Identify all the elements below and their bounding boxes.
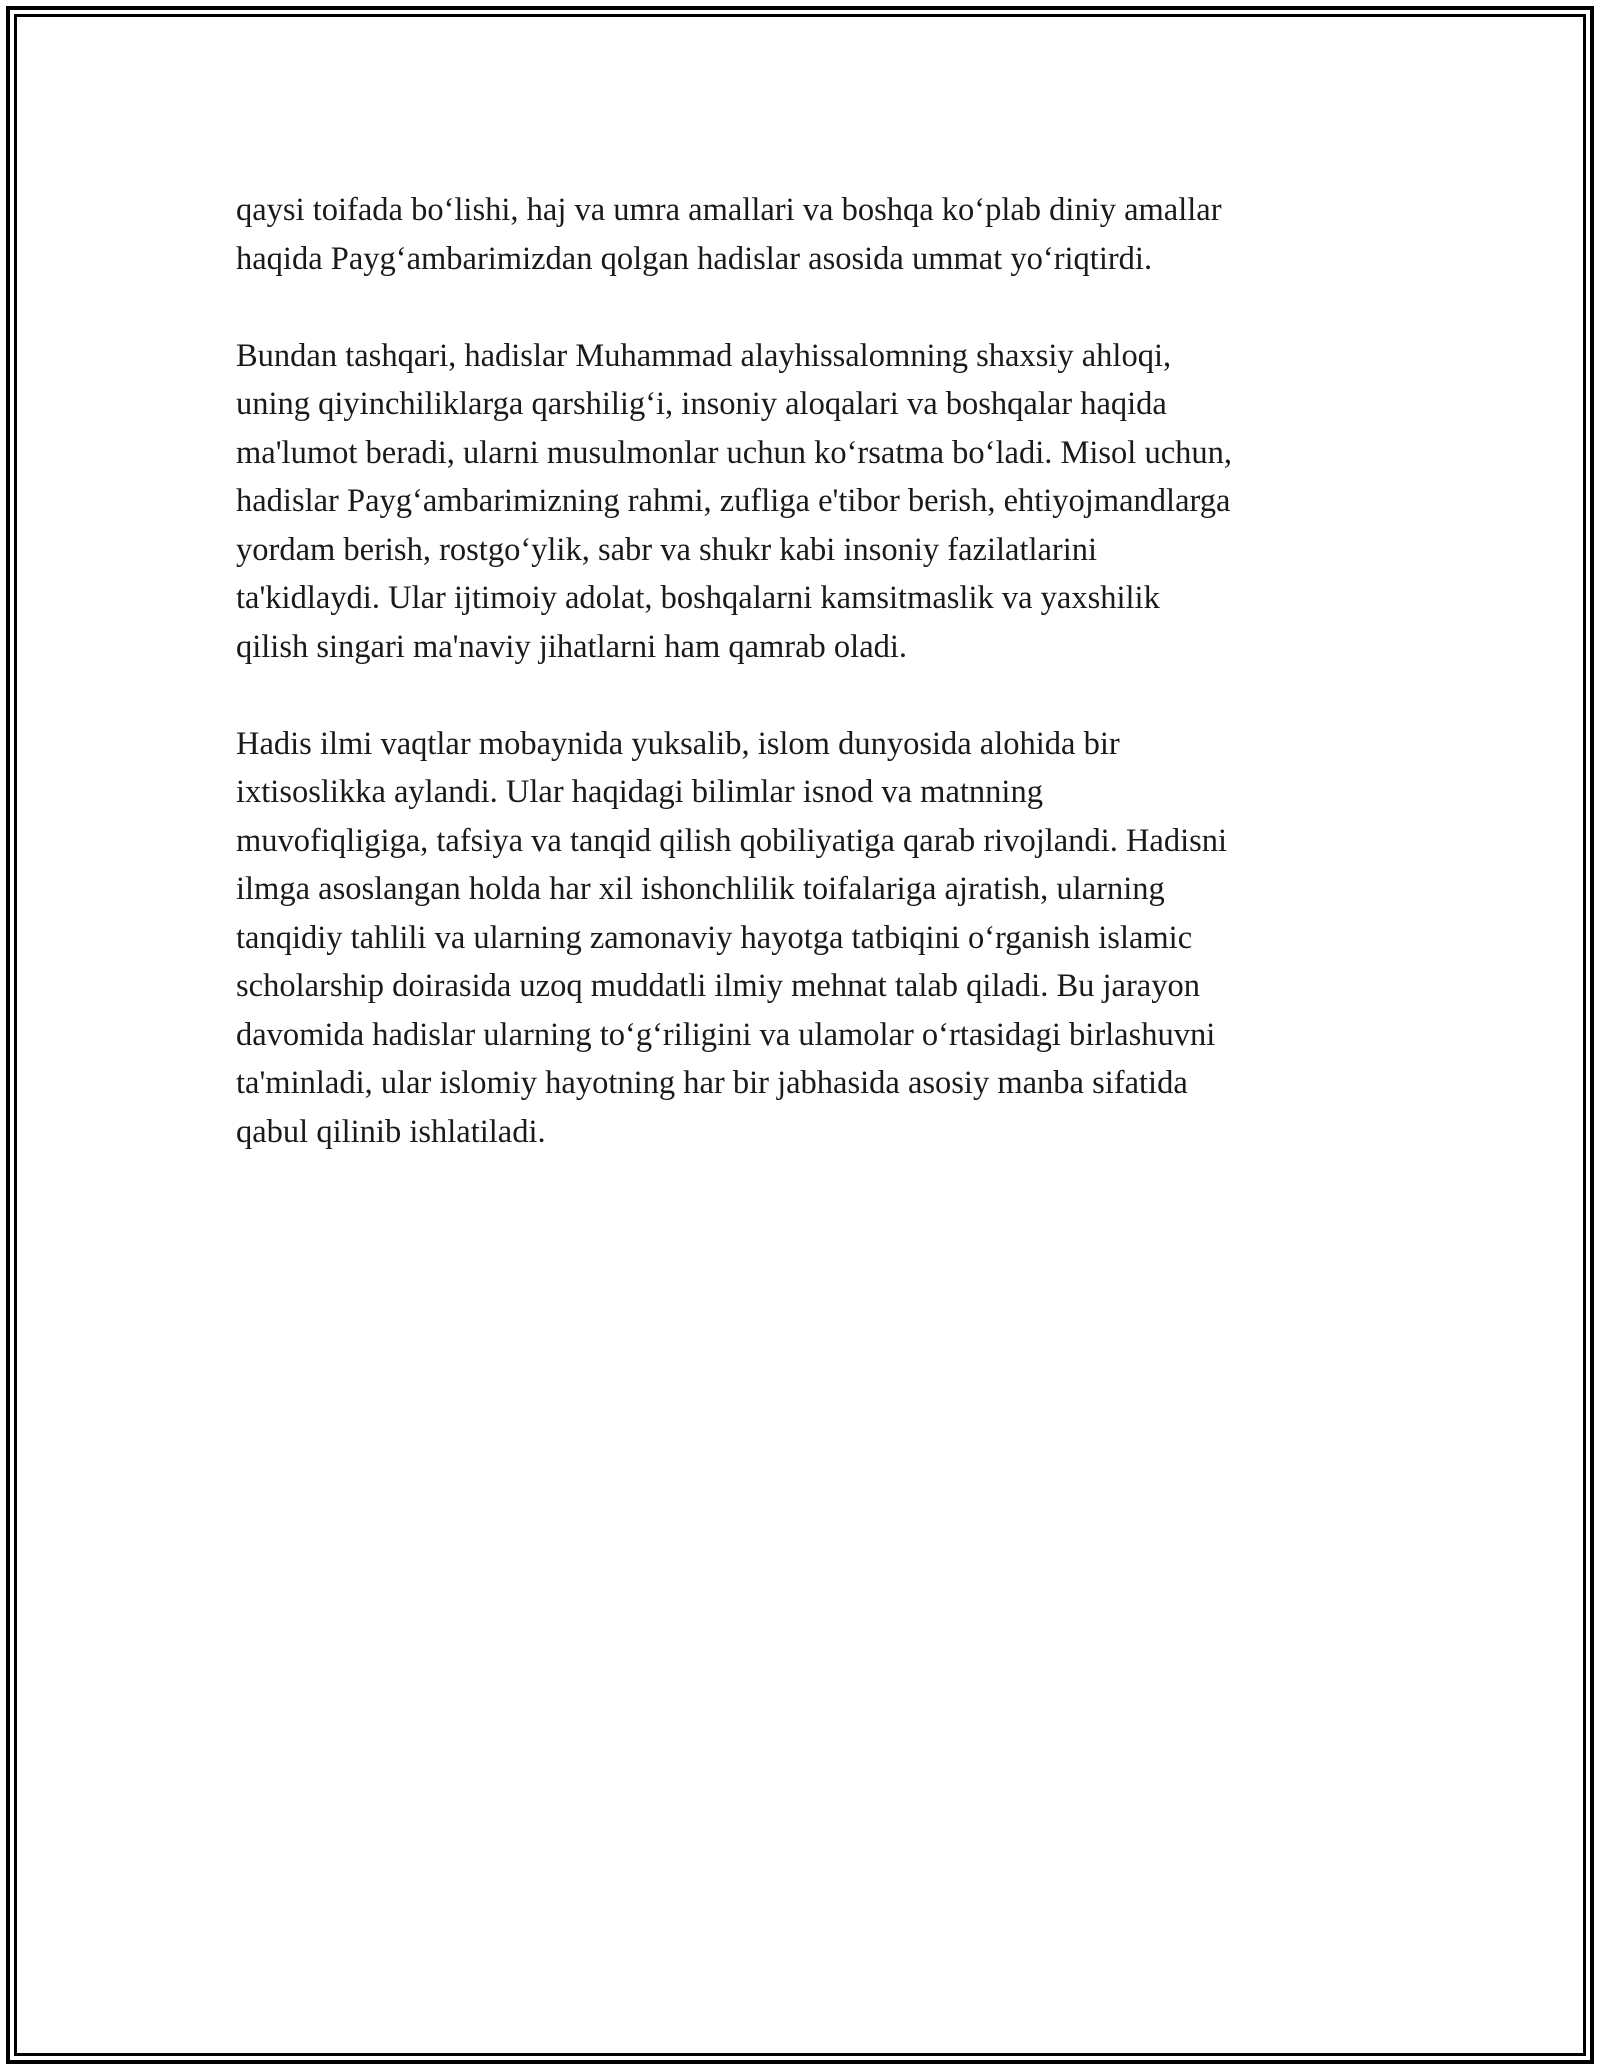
text-line: qilish singari ma'naviy jihatlarni ham qamrab oladi. (236, 628, 908, 665)
text-line: scholarship doirasida uzoq muddatli ilmiy mehnat talab qiladi. Bu jarayon (236, 968, 1200, 1004)
text-line: ta'minladi, ular islomiy hayotning har bir jabhasida asosiy manba sifatida (236, 1065, 1188, 1101)
text-line: Hadis ilmi vaqtlar mobaynida yuksalib, islom dunyosida alohida bir (236, 725, 1120, 762)
text-line: ixtisoslikka aylandi. Ular haqidagi bilimlar isnod va matnning (236, 774, 1043, 810)
text-line: ma'lumot beradi, ularni musulmonlar uchun ko‘rsatma bo‘ladi. Misol uchun, (236, 434, 1233, 471)
text-line: davomida hadislar ularning to‘g‘riligini va ulamolar o‘rtasidagi birlashuvni (236, 1016, 1216, 1053)
text-line: hadislar Payg‘ambarimizning rahmi, zufliga e'tibor berish, ehtiyojmandlarga (236, 483, 1231, 519)
text-line: muvofiqligiga, tafsiya va tanqid qilish qobiliyatiga qarab rivojlandi. Hadisni (236, 822, 1228, 859)
text-line: ilmga asoslangan holda har xil ishonchlilik toifalariga ajratish, ularning (236, 871, 1165, 907)
paragraph-2 (236, 332, 1366, 672)
text-line: tanqidiy tahlili va ularning zamonaviy hayotga tatbiqini o‘rganish islamic (236, 919, 1193, 956)
text-line: haqida Payg‘ambarimizdan qolgan hadislar asosida ummat yo‘riqtirdi. (236, 240, 1153, 277)
text-line: uning qiyinchiliklarga qarshilig‘i, insoniy aloqalari va boshqalar haqida (236, 386, 1167, 422)
text-line: ta'kidlaydi. Ular ijtimoiy adolat, boshqalarni kamsitmaslik va yaxshilik (236, 580, 1160, 616)
paragraph-3 (236, 720, 1366, 1157)
document-body (236, 186, 1366, 1205)
paragraph-1 (236, 186, 1366, 283)
text-line: Bundan tashqari, hadislar Muhammad alayhissalomning shaxsiy ahloqi, (236, 337, 1172, 374)
text-line: qaysi toifada bo‘lishi, haj va umra amallari va boshqa ko‘plab diniy amallar (236, 192, 1222, 228)
text-line: yordam berish, rostgo‘ylik, sabr va shukr kabi insoniy fazilatlarini (236, 531, 1098, 568)
text-line: qabul qilinib ishlatiladi. (236, 1113, 546, 1150)
